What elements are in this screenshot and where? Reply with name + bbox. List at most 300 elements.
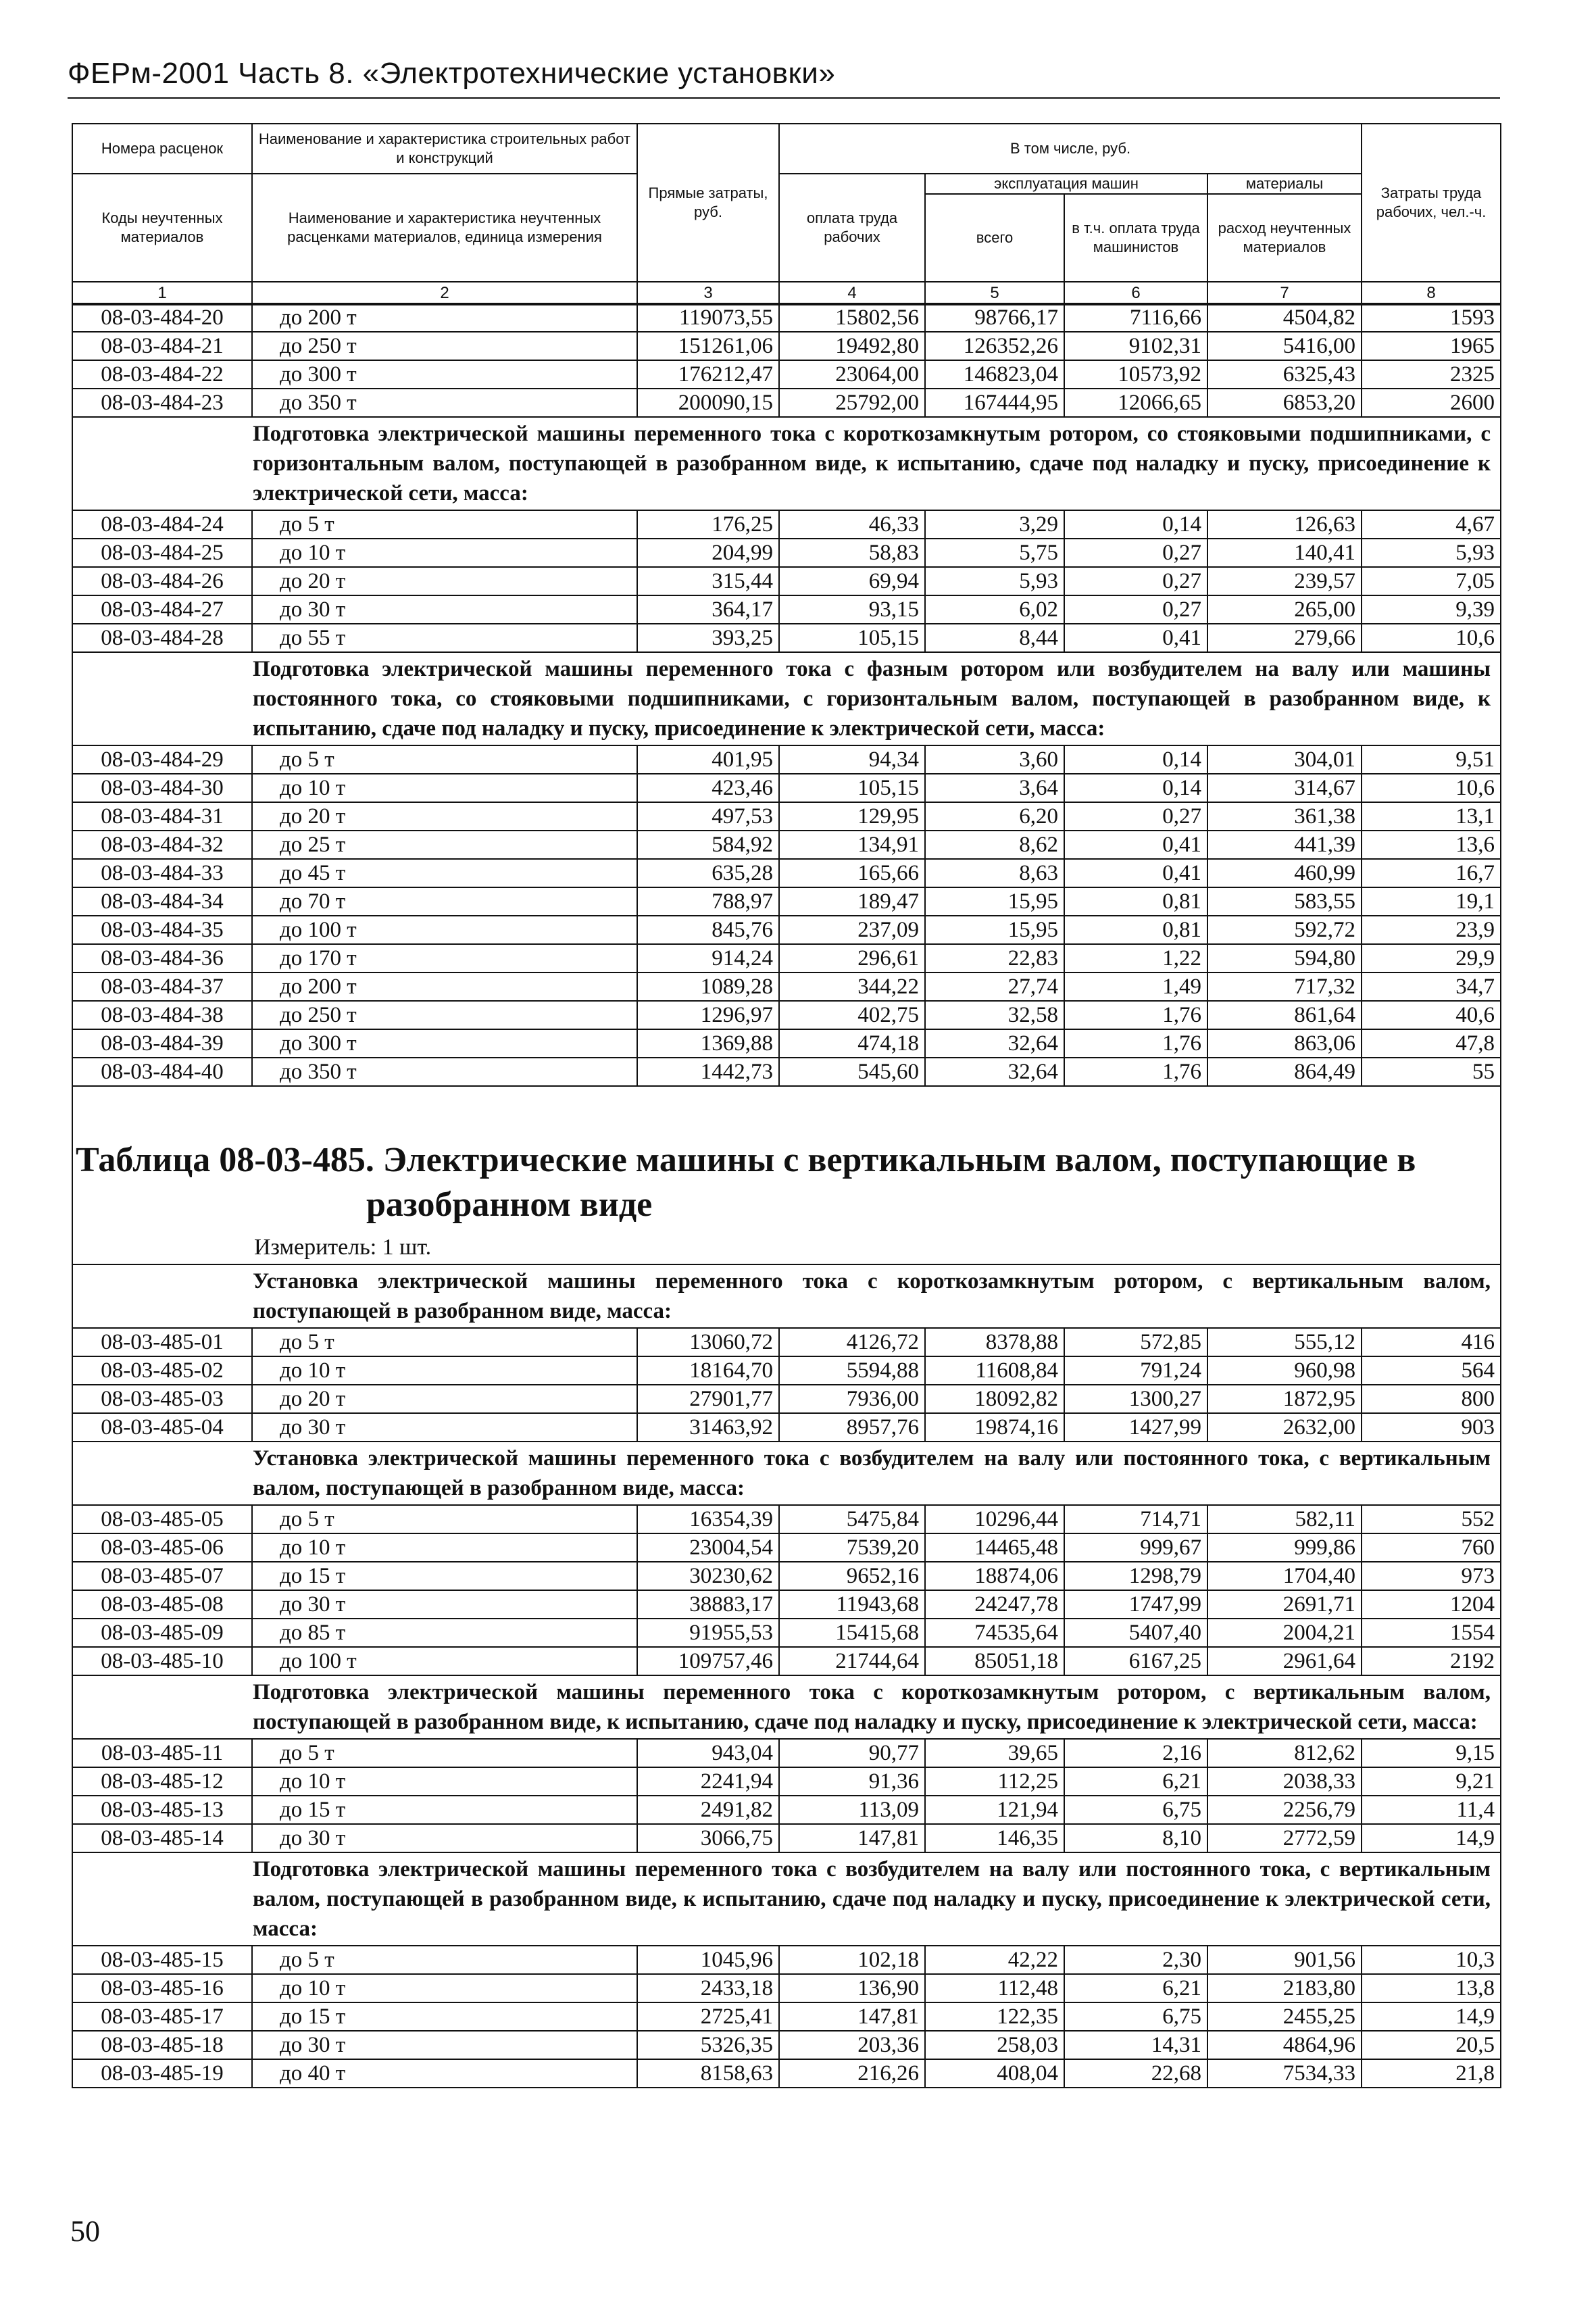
- mass-range-cell: до 300 т: [252, 1029, 637, 1058]
- rate-code-cell: 08-03-484-39: [72, 1029, 252, 1058]
- materials-cell: 2004,21: [1207, 1619, 1362, 1647]
- table-row: [72, 567, 1501, 595]
- machine-total-cell: 98766,17: [925, 303, 1064, 332]
- rate-code-cell: 08-03-484-24: [72, 510, 252, 539]
- operator-pay-cell: 8,10: [1064, 1824, 1207, 1852]
- direct-costs-cell: 914,24: [637, 944, 779, 973]
- labor-hours-cell: 10,3: [1362, 1946, 1501, 1974]
- mass-range-cell: до 30 т: [252, 2031, 637, 2059]
- labor-pay-cell: 105,15: [779, 624, 925, 652]
- operator-pay-cell: 0,81: [1064, 916, 1207, 944]
- machine-total-cell: 6,20: [925, 802, 1064, 831]
- machine-total-cell: 22,83: [925, 944, 1064, 973]
- table-row: [72, 1590, 1501, 1619]
- machine-total-cell: 18092,82: [925, 1385, 1064, 1413]
- direct-costs-cell: 31463,92: [637, 1413, 779, 1442]
- header-rashod: расход неучтенных материалов: [1207, 194, 1362, 282]
- table-row: [72, 944, 1501, 973]
- machine-total-cell: 42,22: [925, 1946, 1064, 1974]
- section-heading-row: [72, 1264, 1501, 1328]
- direct-costs-cell: 2491,82: [637, 1796, 779, 1824]
- table-row: [72, 745, 1501, 774]
- column-number: 2: [252, 282, 637, 305]
- column-number: 8: [1362, 282, 1501, 305]
- table-row: [72, 774, 1501, 802]
- materials-cell: 2772,59: [1207, 1824, 1362, 1852]
- header-zatraty-truda: Затраты труда рабочих, чел.-ч.: [1362, 124, 1501, 282]
- mass-range-cell: до 30 т: [252, 595, 637, 624]
- operator-pay-cell: 1747,99: [1064, 1590, 1207, 1619]
- operator-pay-cell: 1,76: [1064, 1001, 1207, 1029]
- table-row: [72, 360, 1501, 389]
- rate-code-cell: 08-03-485-09: [72, 1619, 252, 1647]
- operator-pay-cell: 0,27: [1064, 595, 1207, 624]
- machine-total-cell: 121,94: [925, 1796, 1064, 1824]
- direct-costs-cell: 5326,35: [637, 2031, 779, 2059]
- machine-total-cell: 6,02: [925, 595, 1064, 624]
- materials-cell: 239,57: [1207, 567, 1362, 595]
- labor-hours-cell: 4,67: [1362, 510, 1501, 539]
- rate-code-cell: 08-03-485-13: [72, 1796, 252, 1824]
- direct-costs-cell: 1089,28: [637, 973, 779, 1001]
- direct-costs-cell: 2241,94: [637, 1767, 779, 1796]
- machine-total-cell: 126352,26: [925, 332, 1064, 360]
- section-heading: Установка электрической машины переменного тока с возбудителем на валу или постоянного тока, с вертикальным валом, поступающей в разобранном виде, масса:: [72, 1442, 1501, 1505]
- rate-code-cell: 08-03-485-17: [72, 2002, 252, 2031]
- operator-pay-cell: 0,14: [1064, 774, 1207, 802]
- labor-pay-cell: 165,66: [779, 859, 925, 887]
- table-row: [72, 1974, 1501, 2002]
- direct-costs-cell: 23004,54: [637, 1533, 779, 1562]
- section-heading: Подготовка электрической машины переменного тока с короткозамкнутым ротором, со стояковыми подшипниками, с горизонтальным валом, поступающей в разобранном виде, к испытанию, сдаче под наладку и пуску, присоединение к электрической сети, масса:: [72, 417, 1501, 510]
- rate-code-cell: 08-03-484-40: [72, 1058, 252, 1086]
- header-pryamye-zatraty: Прямые затраты, руб.: [637, 124, 779, 282]
- rate-code-cell: 08-03-485-11: [72, 1739, 252, 1767]
- operator-pay-cell: 14,31: [1064, 2031, 1207, 2059]
- rate-code-cell: 08-03-484-37: [72, 973, 252, 1001]
- labor-hours-cell: 2325: [1362, 360, 1501, 389]
- labor-pay-cell: 136,90: [779, 1974, 925, 2002]
- materials-cell: 717,32: [1207, 973, 1362, 1001]
- direct-costs-cell: 200090,15: [637, 389, 779, 417]
- materials-cell: 4864,96: [1207, 2031, 1362, 2059]
- operator-pay-cell: 1300,27: [1064, 1385, 1207, 1413]
- rate-code-cell: 08-03-485-08: [72, 1590, 252, 1619]
- mass-range-cell: до 5 т: [252, 1946, 637, 1974]
- labor-pay-cell: 189,47: [779, 887, 925, 916]
- direct-costs-cell: 635,28: [637, 859, 779, 887]
- labor-hours-cell: 973: [1362, 1562, 1501, 1590]
- table-row: [72, 1796, 1501, 1824]
- machine-total-cell: 112,48: [925, 1974, 1064, 2002]
- materials-cell: 582,11: [1207, 1505, 1362, 1533]
- labor-pay-cell: 147,81: [779, 2002, 925, 2031]
- table-row: [72, 1619, 1501, 1647]
- mass-range-cell: до 45 т: [252, 859, 637, 887]
- mass-range-cell: до 15 т: [252, 1562, 637, 1590]
- operator-pay-cell: 1,49: [1064, 973, 1207, 1001]
- materials-cell: 1704,40: [1207, 1562, 1362, 1590]
- materials-cell: 5416,00: [1207, 332, 1362, 360]
- operator-pay-cell: 791,24: [1064, 1356, 1207, 1385]
- machine-total-cell: 39,65: [925, 1739, 1064, 1767]
- column-number: 3: [637, 282, 779, 305]
- mass-range-cell: до 15 т: [252, 2002, 637, 2031]
- rate-code-cell: 08-03-484-31: [72, 802, 252, 831]
- column-number: 6: [1064, 282, 1207, 305]
- labor-pay-cell: 237,09: [779, 916, 925, 944]
- mass-range-cell: до 10 т: [252, 1974, 637, 2002]
- operator-pay-cell: 999,67: [1064, 1533, 1207, 1562]
- section-heading-row: [72, 1442, 1501, 1505]
- table-row: [72, 2059, 1501, 2088]
- unit-of-measure-row: [72, 1231, 1501, 1264]
- rates-table-body: [72, 303, 1501, 2088]
- machine-total-cell: 408,04: [925, 2059, 1064, 2088]
- section-heading: Подготовка электрической машины переменного тока с возбудителем на валу или постоянного тока, с вертикальным валом, поступающей в разобранном виде, к испытанию, сдаче под наладку и пуску, присоединение к электрической сети, масса:: [72, 1852, 1501, 1946]
- labor-hours-cell: 800: [1362, 1385, 1501, 1413]
- rate-code-cell: 08-03-485-02: [72, 1356, 252, 1385]
- operator-pay-cell: 10573,92: [1064, 360, 1207, 389]
- mass-range-cell: до 10 т: [252, 774, 637, 802]
- materials-cell: 2632,00: [1207, 1413, 1362, 1442]
- materials-cell: 441,39: [1207, 831, 1362, 859]
- direct-costs-cell: 1045,96: [637, 1946, 779, 1974]
- machine-total-cell: 32,64: [925, 1058, 1064, 1086]
- rate-code-cell: 08-03-484-33: [72, 859, 252, 887]
- mass-range-cell: до 200 т: [252, 303, 637, 332]
- column-number: 5: [925, 282, 1064, 305]
- labor-pay-cell: 113,09: [779, 1796, 925, 1824]
- labor-hours-cell: 9,15: [1362, 1739, 1501, 1767]
- operator-pay-cell: 0,14: [1064, 510, 1207, 539]
- page-number: 50: [70, 2215, 100, 2248]
- materials-cell: 863,06: [1207, 1029, 1362, 1058]
- operator-pay-cell: 2,16: [1064, 1739, 1207, 1767]
- labor-pay-cell: 545,60: [779, 1058, 925, 1086]
- table-row: [72, 1533, 1501, 1562]
- table-row: [72, 1647, 1501, 1675]
- unit-of-measure: Измеритель: 1 шт.: [72, 1231, 1501, 1264]
- direct-costs-cell: 393,25: [637, 624, 779, 652]
- mass-range-cell: до 5 т: [252, 1328, 637, 1356]
- table-header: [72, 123, 1501, 305]
- labor-pay-cell: 134,91: [779, 831, 925, 859]
- labor-hours-cell: 13,6: [1362, 831, 1501, 859]
- labor-pay-cell: 9652,16: [779, 1562, 925, 1590]
- labor-pay-cell: 102,18: [779, 1946, 925, 1974]
- mass-range-cell: до 25 т: [252, 831, 637, 859]
- labor-hours-cell: 10,6: [1362, 624, 1501, 652]
- section-heading: Установка электрической машины переменного тока с короткозамкнутым ротором, с вертикальным валом, поступающей в разобранном виде, масса:: [72, 1264, 1501, 1328]
- machine-total-cell: 15,95: [925, 887, 1064, 916]
- materials-cell: 2691,71: [1207, 1590, 1362, 1619]
- labor-hours-cell: 1204: [1362, 1590, 1501, 1619]
- materials-cell: 861,64: [1207, 1001, 1362, 1029]
- direct-costs-cell: 1369,88: [637, 1029, 779, 1058]
- labor-pay-cell: 5594,88: [779, 1356, 925, 1385]
- mass-range-cell: до 30 т: [252, 1824, 637, 1852]
- labor-hours-cell: 47,8: [1362, 1029, 1501, 1058]
- header-vsego: всего: [925, 194, 1064, 282]
- machine-total-cell: 112,25: [925, 1767, 1064, 1796]
- materials-cell: 2183,80: [1207, 1974, 1362, 2002]
- rate-code-cell: 08-03-485-18: [72, 2031, 252, 2059]
- mass-range-cell: до 200 т: [252, 973, 637, 1001]
- section-heading-row: [72, 652, 1501, 745]
- rate-code-cell: 08-03-485-01: [72, 1328, 252, 1356]
- operator-pay-cell: 6,75: [1064, 1796, 1207, 1824]
- table-spacer: [72, 1086, 1501, 1134]
- machine-total-cell: 3,60: [925, 745, 1064, 774]
- direct-costs-cell: 943,04: [637, 1739, 779, 1767]
- direct-costs-cell: 423,46: [637, 774, 779, 802]
- mass-range-cell: до 15 т: [252, 1796, 637, 1824]
- materials-cell: 140,41: [1207, 539, 1362, 567]
- rate-code-cell: 08-03-484-29: [72, 745, 252, 774]
- labor-pay-cell: 11943,68: [779, 1590, 925, 1619]
- labor-hours-cell: 14,9: [1362, 1824, 1501, 1852]
- materials-cell: 583,55: [1207, 887, 1362, 916]
- materials-cell: 361,38: [1207, 802, 1362, 831]
- machine-total-cell: 27,74: [925, 973, 1064, 1001]
- direct-costs-cell: 1442,73: [637, 1058, 779, 1086]
- machine-total-cell: 167444,95: [925, 389, 1064, 417]
- mass-range-cell: до 250 т: [252, 332, 637, 360]
- direct-costs-cell: 18164,70: [637, 1356, 779, 1385]
- materials-cell: 265,00: [1207, 595, 1362, 624]
- section-heading-row: [72, 1675, 1501, 1739]
- mass-range-cell: до 350 т: [252, 389, 637, 417]
- labor-hours-cell: 16,7: [1362, 859, 1501, 887]
- operator-pay-cell: 6,75: [1064, 2002, 1207, 2031]
- table-row: [72, 595, 1501, 624]
- running-title: ФЕРм-2001 Часть 8. «Электротехнические установки»: [68, 57, 836, 90]
- rates-table: [72, 303, 1501, 2088]
- labor-pay-cell: 15802,56: [779, 303, 925, 332]
- materials-cell: 1872,95: [1207, 1385, 1362, 1413]
- labor-pay-cell: 46,33: [779, 510, 925, 539]
- table-title-cell: [72, 1134, 1501, 1231]
- labor-pay-cell: 23064,00: [779, 360, 925, 389]
- machine-total-cell: 8,62: [925, 831, 1064, 859]
- machine-total-cell: 24247,78: [925, 1590, 1064, 1619]
- column-number: 7: [1207, 282, 1362, 305]
- materials-cell: 2961,64: [1207, 1647, 1362, 1675]
- mass-range-cell: до 5 т: [252, 510, 637, 539]
- rate-code-cell: 08-03-485-03: [72, 1385, 252, 1413]
- labor-pay-cell: 93,15: [779, 595, 925, 624]
- mass-range-cell: до 250 т: [252, 1001, 637, 1029]
- machine-total-cell: 85051,18: [925, 1647, 1064, 1675]
- mass-range-cell: до 10 т: [252, 539, 637, 567]
- labor-hours-cell: 40,6: [1362, 1001, 1501, 1029]
- header-oplata-truda: оплата труда рабочих: [779, 174, 925, 282]
- labor-hours-cell: 9,51: [1362, 745, 1501, 774]
- labor-hours-cell: 2600: [1362, 389, 1501, 417]
- labor-hours-cell: 21,8: [1362, 2059, 1501, 2088]
- materials-cell: 6853,20: [1207, 389, 1362, 417]
- mass-range-cell: до 55 т: [252, 624, 637, 652]
- operator-pay-cell: 0,41: [1064, 831, 1207, 859]
- table-row: [72, 1767, 1501, 1796]
- mass-range-cell: до 5 т: [252, 1505, 637, 1533]
- table-row: [72, 1739, 1501, 1767]
- labor-hours-cell: 9,21: [1362, 1767, 1501, 1796]
- table-title: Таблица 08-03-485. Электрические машины с вертикальным валом, поступающие в разобранном виде: [76, 1141, 1416, 1224]
- labor-hours-cell: 14,9: [1362, 2002, 1501, 2031]
- labor-hours-cell: 10,6: [1362, 774, 1501, 802]
- labor-pay-cell: 7539,20: [779, 1533, 925, 1562]
- direct-costs-cell: 8158,63: [637, 2059, 779, 2088]
- table-row: [72, 624, 1501, 652]
- operator-pay-cell: 1,22: [1064, 944, 1207, 973]
- materials-cell: 999,86: [1207, 1533, 1362, 1562]
- labor-hours-cell: 9,39: [1362, 595, 1501, 624]
- labor-pay-cell: 344,22: [779, 973, 925, 1001]
- materials-cell: 4504,82: [1207, 303, 1362, 332]
- direct-costs-cell: 38883,17: [637, 1590, 779, 1619]
- rate-code-cell: 08-03-485-07: [72, 1562, 252, 1590]
- table-row: [72, 1385, 1501, 1413]
- labor-pay-cell: 474,18: [779, 1029, 925, 1058]
- operator-pay-cell: 7116,66: [1064, 303, 1207, 332]
- table-row: [72, 332, 1501, 360]
- labor-hours-cell: 55: [1362, 1058, 1501, 1086]
- table-row: [72, 303, 1501, 332]
- direct-costs-cell: 845,76: [637, 916, 779, 944]
- materials-cell: 2038,33: [1207, 1767, 1362, 1796]
- table-row: [72, 916, 1501, 944]
- table-row: [72, 1562, 1501, 1590]
- section-heading-row: [72, 1852, 1501, 1946]
- rate-code-cell: 08-03-485-14: [72, 1824, 252, 1852]
- materials-cell: 2256,79: [1207, 1796, 1362, 1824]
- direct-costs-cell: 401,95: [637, 745, 779, 774]
- section-heading: Подготовка электрической машины переменного тока с короткозамкнутым ротором, с вертикальным валом, поступающей в разобранном виде, к испытанию, сдаче под наладку и пуску, присоединение к электрической сети, масса:: [72, 1675, 1501, 1739]
- rate-code-cell: 08-03-484-21: [72, 332, 252, 360]
- labor-hours-cell: 1593: [1362, 303, 1501, 332]
- labor-hours-cell: 903: [1362, 1413, 1501, 1442]
- materials-cell: 2455,25: [1207, 2002, 1362, 2031]
- table-row: [72, 2002, 1501, 2031]
- materials-cell: 6325,43: [1207, 360, 1362, 389]
- direct-costs-cell: 27901,77: [637, 1385, 779, 1413]
- rate-code-cell: 08-03-484-26: [72, 567, 252, 595]
- materials-cell: 460,99: [1207, 859, 1362, 887]
- labor-hours-cell: 7,05: [1362, 567, 1501, 595]
- labor-hours-cell: 19,1: [1362, 887, 1501, 916]
- labor-hours-cell: 13,1: [1362, 802, 1501, 831]
- rate-code-cell: 08-03-485-04: [72, 1413, 252, 1442]
- header-naimenovanie-rabot: Наименование и характеристика строительных работ и конструкций: [252, 124, 637, 174]
- mass-range-cell: до 85 т: [252, 1619, 637, 1647]
- labor-hours-cell: 29,9: [1362, 944, 1501, 973]
- materials-cell: 901,56: [1207, 1946, 1362, 1974]
- labor-pay-cell: 5475,84: [779, 1505, 925, 1533]
- labor-pay-cell: 147,81: [779, 1824, 925, 1852]
- materials-cell: 304,01: [1207, 745, 1362, 774]
- table-title-row: [72, 1134, 1501, 1231]
- column-number: 1: [72, 282, 252, 305]
- column-number: 4: [779, 282, 925, 305]
- labor-pay-cell: 19492,80: [779, 332, 925, 360]
- machine-total-cell: 146823,04: [925, 360, 1064, 389]
- machine-total-cell: 15,95: [925, 916, 1064, 944]
- rate-code-cell: 08-03-484-32: [72, 831, 252, 859]
- labor-pay-cell: 25792,00: [779, 389, 925, 417]
- operator-pay-cell: 1,76: [1064, 1058, 1207, 1086]
- header-rule: [68, 97, 1500, 99]
- labor-pay-cell: 216,26: [779, 2059, 925, 2088]
- machine-total-cell: 122,35: [925, 2002, 1064, 2031]
- operator-pay-cell: 0,41: [1064, 859, 1207, 887]
- labor-pay-cell: 7936,00: [779, 1385, 925, 1413]
- labor-pay-cell: 91,36: [779, 1767, 925, 1796]
- labor-hours-cell: 20,5: [1362, 2031, 1501, 2059]
- mass-range-cell: до 100 т: [252, 916, 637, 944]
- machine-total-cell: 11608,84: [925, 1356, 1064, 1385]
- rate-code-cell: 08-03-485-05: [72, 1505, 252, 1533]
- mass-range-cell: до 10 т: [252, 1356, 637, 1385]
- rate-code-cell: 08-03-484-25: [72, 539, 252, 567]
- header-naimenovanie-materialov: Наименование и характеристика неучтенных расценками материалов, единица измерения: [252, 174, 637, 282]
- labor-pay-cell: 90,77: [779, 1739, 925, 1767]
- labor-hours-cell: 2192: [1362, 1647, 1501, 1675]
- materials-cell: 960,98: [1207, 1356, 1362, 1385]
- direct-costs-cell: 788,97: [637, 887, 779, 916]
- operator-pay-cell: 1,76: [1064, 1029, 1207, 1058]
- operator-pay-cell: 6167,25: [1064, 1647, 1207, 1675]
- operator-pay-cell: 12066,65: [1064, 389, 1207, 417]
- machine-total-cell: 32,58: [925, 1001, 1064, 1029]
- labor-hours-cell: 13,8: [1362, 1974, 1501, 2002]
- labor-pay-cell: 15415,68: [779, 1619, 925, 1647]
- mass-range-cell: до 170 т: [252, 944, 637, 973]
- header-v-tom-chisle: В том числе, руб.: [779, 124, 1362, 174]
- rate-code-cell: 08-03-484-22: [72, 360, 252, 389]
- rate-code-cell: 08-03-485-16: [72, 1974, 252, 2002]
- operator-pay-cell: 5407,40: [1064, 1619, 1207, 1647]
- direct-costs-cell: 16354,39: [637, 1505, 779, 1533]
- mass-range-cell: до 70 т: [252, 887, 637, 916]
- labor-pay-cell: 4126,72: [779, 1328, 925, 1356]
- labor-hours-cell: 564: [1362, 1356, 1501, 1385]
- operator-pay-cell: 1298,79: [1064, 1562, 1207, 1590]
- operator-pay-cell: 0,81: [1064, 887, 1207, 916]
- machine-total-cell: 5,93: [925, 567, 1064, 595]
- machine-total-cell: 3,64: [925, 774, 1064, 802]
- materials-cell: 7534,33: [1207, 2059, 1362, 2088]
- mass-range-cell: до 30 т: [252, 1590, 637, 1619]
- header-ekspluataciya: эксплуатация машин: [925, 174, 1207, 194]
- materials-cell: 555,12: [1207, 1328, 1362, 1356]
- operator-pay-cell: 22,68: [1064, 2059, 1207, 2088]
- machine-total-cell: 8378,88: [925, 1328, 1064, 1356]
- direct-costs-cell: 30230,62: [637, 1562, 779, 1590]
- operator-pay-cell: 2,30: [1064, 1946, 1207, 1974]
- direct-costs-cell: 1296,97: [637, 1001, 779, 1029]
- materials-cell: 279,66: [1207, 624, 1362, 652]
- operator-pay-cell: 6,21: [1064, 1974, 1207, 2002]
- labor-pay-cell: 296,61: [779, 944, 925, 973]
- labor-pay-cell: 8957,76: [779, 1413, 925, 1442]
- header-materialy: материалы: [1207, 174, 1362, 194]
- materials-cell: 126,63: [1207, 510, 1362, 539]
- rate-code-cell: 08-03-485-10: [72, 1647, 252, 1675]
- labor-pay-cell: 105,15: [779, 774, 925, 802]
- direct-costs-cell: 315,44: [637, 567, 779, 595]
